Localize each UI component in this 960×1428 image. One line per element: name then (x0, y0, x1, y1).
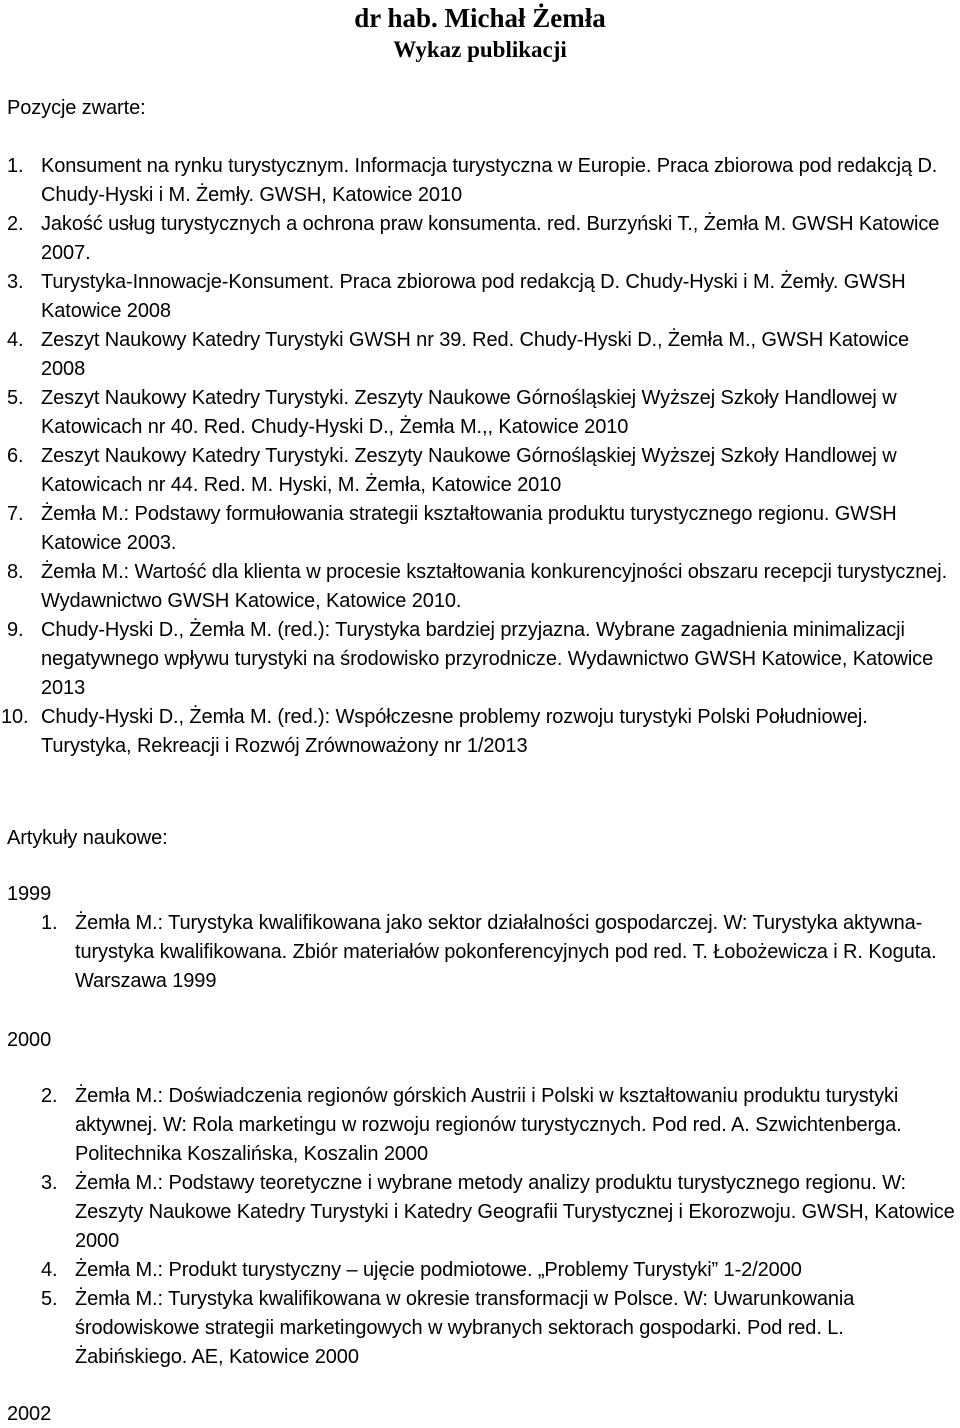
item-number: 4. (41, 1259, 58, 1281)
list-2000 (41, 1082, 956, 1372)
item-number: 9. (7, 619, 24, 641)
list-item (7, 500, 952, 558)
author-title: dr hab. Michał Żemła (354, 3, 606, 33)
item-text: Żemła M.: Doświadczenia regionów górskich Austrii i Polski w kształtowaniu produktu turystyki aktywnej. W: Rola marketingu w rozwoju regionów turystycznych. Pod red. A. Szwichtenberga. Politechnika Koszalińska, Koszalin 2000 (75, 1085, 902, 1165)
list-zwarte (1, 152, 952, 761)
list-item (7, 326, 952, 384)
document-subtitle: Wykaz publikacji (393, 37, 567, 62)
item-text: Chudy-Hyski D., Żemła M. (red.): Turystyka bardziej przyjazna. Wybrane zagadnienia minimalizacji negatywnego wpływu turystyki na środowisko przyrodnicze. Wydawnictwo GWSH Katowice, Katowice 2013 (41, 619, 934, 699)
item-number: 8. (7, 561, 24, 583)
item-text: Żemła M.: Turystyka kwalifikowana jako sektor działalności gospodarczej. W: Turystyka aktywna-turystyka kwalifikowana. Zbiór materiałów pokonferencyjnych pod red. T. Łobożewicza i R. Koguta. Warszawa 1999 (75, 912, 937, 992)
item-number: 2. (7, 213, 24, 235)
list-item (41, 1082, 956, 1169)
item-text: Żemła M.: Podstawy formułowania strategii kształtowania produktu turystycznego regionu. GWSH Katowice 2003. (41, 503, 897, 554)
item-text: Konsument na rynku turystycznym. Informacja turystyczna w Europie. Praca zbiorowa pod redakcją D. Chudy-Hyski i M. Żemły. GWSH, Katowice 2010 (41, 155, 938, 206)
list-item (1, 703, 952, 761)
item-text: Zeszyt Naukowy Katedry Turystyki. Zeszyty Naukowe Górnośląskiej Wyższej Szkoły Handlowej w Katowicach nr 44. Red. M. Hyski, M. Żemła, Katowice 2010 (41, 445, 897, 496)
item-number: 3. (7, 271, 24, 293)
item-number: 6. (7, 445, 24, 467)
list-item (7, 442, 952, 500)
list-item (7, 210, 952, 268)
item-number: 2. (41, 1085, 58, 1107)
item-number: 1. (41, 912, 58, 934)
year-heading-2000: 2000 (7, 1029, 52, 1051)
list-item (7, 152, 952, 210)
list-item (41, 909, 956, 996)
item-text: Chudy-Hyski D., Żemła M. (red.): Współczesne problemy rozwoju turystyki Polski Południowej. Turystyka, Rekreacji i Rozwój Zrównoważony nr 1/2013 (41, 706, 868, 757)
list-item (7, 616, 952, 703)
list-item (7, 268, 952, 326)
item-number: 1. (7, 155, 24, 177)
list-item (41, 1285, 956, 1372)
item-text: Żemła M.: Wartość dla klienta w procesie kształtowania konkurencyjności obszaru recepcji turystycznej. Wydawnictwo GWSH Katowice, Katowice 2010. (41, 561, 948, 612)
item-text: Zeszyt Naukowy Katedry Turystyki. Zeszyty Naukowe Górnośląskiej Wyższej Szkoły Handlowej w Katowicach nr 40. Red. Chudy-Hyski D., Żemła M.,, Katowice 2010 (41, 387, 897, 438)
section-heading-artykuly: Artykuły naukowe: (7, 827, 168, 849)
year-heading-1999: 1999 (7, 883, 52, 905)
list-item (41, 1169, 956, 1256)
item-text: Żemła M.: Podstawy teoretyczne i wybrane metody analizy produktu turystycznego regionu. W: Zeszyty Naukowe Katedry Turystyki i Katedry Geografii Turystycznej i Ekorozwoju. GWSH, Katowice 2000 (75, 1172, 955, 1252)
list-item (41, 1256, 956, 1285)
list-item (7, 558, 952, 616)
item-text: Zeszyt Naukowy Katedry Turystyki GWSH nr 39. Red. Chudy-Hyski D., Żemła M., GWSH Katowice 2008 (41, 329, 909, 380)
item-text: Żemła M.: Produkt turystyczny – ujęcie podmiotowe. „Problemy Turystyki” 1-2/2000 (75, 1259, 802, 1281)
list-1999 (41, 909, 956, 996)
item-text: Żemła M.: Turystyka kwalifikowana w okresie transformacji w Polsce. W: Uwarunkowania środowiskowe strategii marketingowych w wybranych sektorach gospodarki. Pod red. L. Żabińskiego. AE, Katowice 2000 (75, 1288, 855, 1368)
list-item (7, 384, 952, 442)
item-text: Jakość usług turystycznych a ochrona praw konsumenta. red. Burzyński T., Żemła M. GWSH Katowice 2007. (41, 213, 940, 264)
year-heading-2002: 2002 (7, 1403, 52, 1425)
item-number: 3. (41, 1172, 58, 1194)
item-number: 4. (7, 329, 24, 351)
item-text: Turystyka-Innowacje-Konsument. Praca zbiorowa pod redakcją D. Chudy-Hyski i M. Żemły. GWSH Katowice 2008 (41, 271, 906, 322)
section-heading-zwarte: Pozycje zwarte: (7, 97, 146, 119)
item-number: 7. (7, 503, 24, 525)
item-number: 5. (7, 387, 24, 409)
item-number: 10. (1, 706, 29, 728)
item-number: 5. (41, 1288, 58, 1310)
